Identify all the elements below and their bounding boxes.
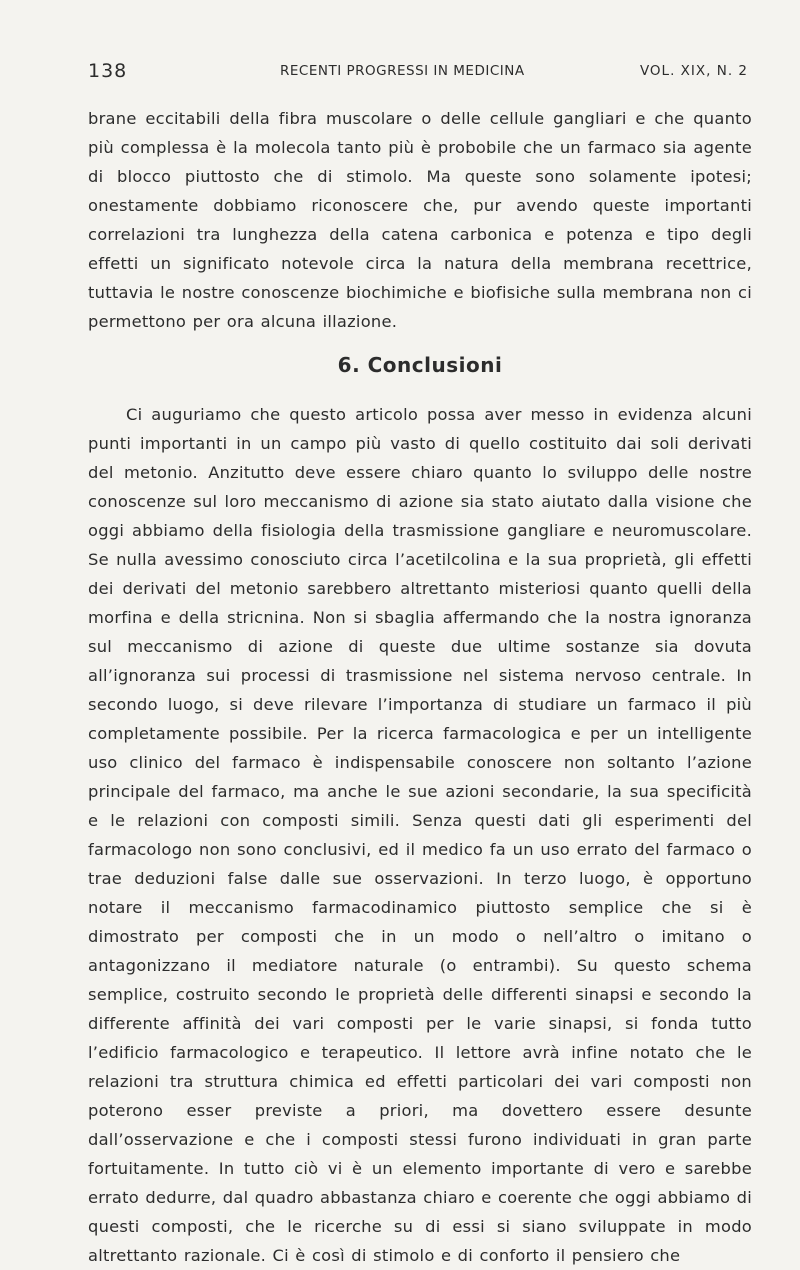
volume-info: VOL. XIX, N. 2 [639, 63, 748, 79]
running-title: RECENTI PROGRESSI IN MEDICINA [280, 63, 525, 79]
section-heading: 6. Conclusioni [337, 353, 503, 377]
page-header [88, 60, 748, 86]
body-paragraph-1: brane eccitabili della fibra muscolare o delle cellule gangliari e che quanto più complessa è la molecola tanto più è probobile che un farmaco sia agente di blocco piuttosto che di stimolo. Ma queste sono solamente ipotesi; onestamente dobbiamo riconoscere che, pur avendo queste importanti correlazioni tra lunghezza della catena carbonica e potenza e tipo degli effetti un significato notevole circa la natura della membrana recettrice, tuttavia le nostre conoscenze biochimiche e biofisiche sulla membrana non ci permettono per ora alcuna illazione. [88, 109, 752, 331]
page-number: 138 [88, 60, 128, 82]
body-paragraph-2: Ci auguriamo che questo articolo possa aver messo in evidenza alcuni punti importanti in un campo più vasto di quello costituito dai soli derivati del metonio. Anzitutto deve essere chiaro quanto lo sviluppo delle nostre conoscenze sul loro meccanismo di azione sia stato aiutato dalla visione che oggi abbiamo della fisiologia della trasmissione gangliare e neuromuscolare. Se nulla avessimo conosciuto circa l’acetilcolina e la sua proprietà, gli effetti dei derivati del metonio sarebbero altrettanto misteriosi quanto quelli della morfina e della stricnina. Non si sbaglia affermando che la nostra ignoranza sul meccanismo di azione di queste due ultime sostanze sia dovuta all’ignoranza sui processi di trasmissione nel sistema nervoso centrale. In secondo luogo, si deve rilevare l’importanza di studiare un farmaco il più completamente possibile. Per la ricerca farmacologica e per un intelligente uso clinico del farmaco è indispensabile conoscere non soltanto l’azione principale del farmaco, ma anche le sue azioni secondarie, la sua specificità e le relazioni con composti simili. Senza questi dati gli esperimenti del farmacologo non sono conclusivi, ed il medico fa un uso errato del farmaco o trae deduzioni false dalle sue osservazioni. In terzo luogo, è opportuno notare il meccanismo farmacodinamico piuttosto semplice che si è dimostrato per composti che in un modo o nell’altro o imitano o antagonizzano il mediatore naturale (o entrambi). Su questo schema semplice, costruito secondo le proprietà delle differenti sinapsi e secondo la differente affinità dei vari composti per le varie sinapsi, si fonda tutto l’edificio farmacologico e terapeutico. Il lettore avrà infine notato che le relazioni tra struttura chimica ed effetti particolari dei vari composti non poterono esser previste a priori, ma dovettero essere desunte dall’osservazione e che i composti stessi furono individuati in gran parte fortuitamente. In tutto ciò vi è un elemento importante di vero e sarebbe errato dedurre, dal quadro abbastanza chiaro e coerente che oggi abbiamo di questi composti, che le ricerche su di essi si siano sviluppate in modo altrettanto razionale. Ci è così di stimolo e di conforto il pensiero che [88, 405, 752, 1265]
